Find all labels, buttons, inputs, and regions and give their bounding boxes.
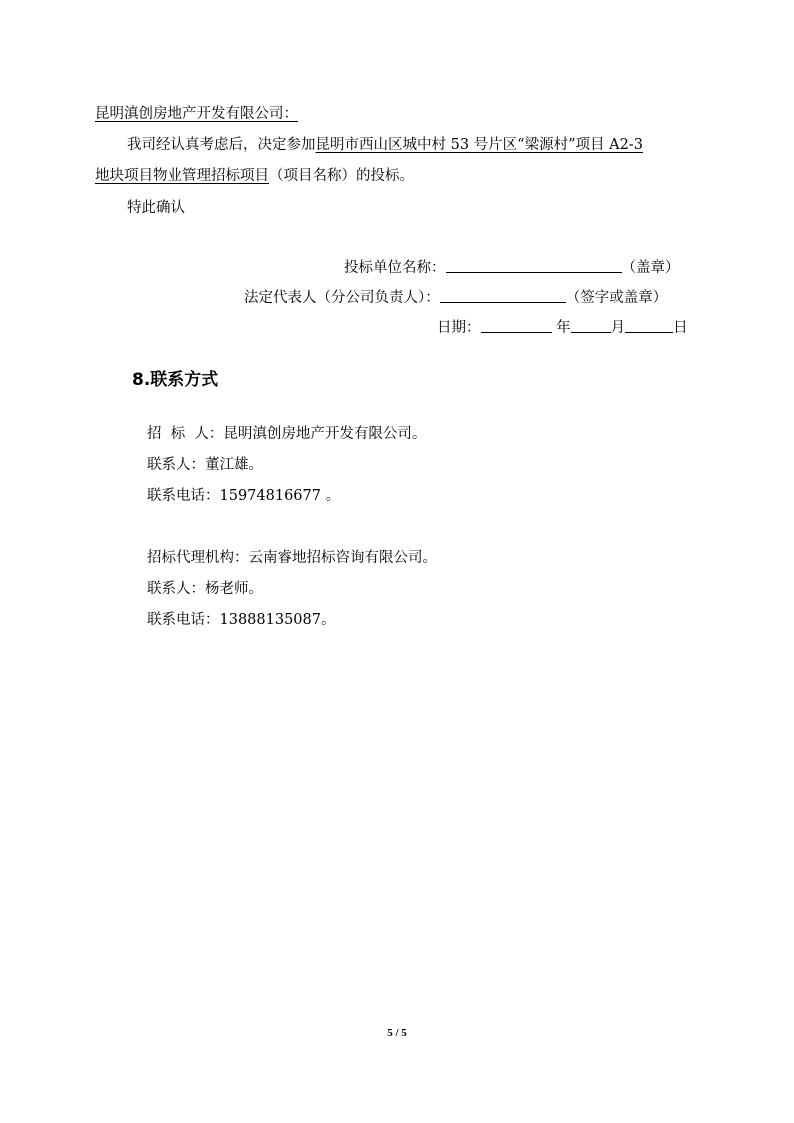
tenderer-phone: 联系电话：15974816677 。 [147,488,341,504]
rep-label: 法定代表人（分公司负责人）： [244,290,440,306]
bidder-line [344,258,680,278]
rep-note: （签字或盖章） [565,290,668,306]
body-line-1 [127,135,643,155]
date-line [437,318,688,338]
bidder-label: 投标单位名称： [344,260,446,276]
month-blank[interactable] [571,318,611,333]
day-label: 日 [673,320,688,336]
project-name-part1: 昆明市西山区城中村 53 号片区“梁源村”项目 A2-3 [315,137,643,153]
agency: 招标代理机构：云南睿地招标咨询有限公司。 [147,550,437,566]
year-blank[interactable] [481,318,552,333]
body-line-2 [95,166,414,186]
rep-blank[interactable] [440,288,566,303]
agency-contact: 联系人：杨老师。 [147,581,263,597]
agency-phone: 联系电话：13888135087。 [147,612,336,628]
tenderer-contact: 联系人：董江雄。 [147,457,263,473]
bidder-blank[interactable] [446,258,622,273]
rep-line [244,288,667,308]
addressee: 昆明滇创房地产开发有限公司： [95,106,298,122]
year-label: 年 [556,320,571,336]
day-blank[interactable] [625,318,673,333]
month-label: 月 [610,320,626,336]
tenderer: 招 标 人：昆明滇创房地产开发有限公司。 [147,426,427,442]
body-prefix: 我司经认真考虑后，决定参加 [127,137,316,153]
page-number: 5 / 5 [387,1027,407,1039]
body-suffix: （项目名称）的投标。 [269,168,414,184]
section-heading: 8.联系方式 [132,370,219,390]
closing: 特此确认 [127,200,185,216]
project-name-part2: 地块项目物业管理招标项目 [95,168,269,184]
date-label: 日期： [437,320,481,336]
bidder-note: （盖章） [621,260,680,276]
